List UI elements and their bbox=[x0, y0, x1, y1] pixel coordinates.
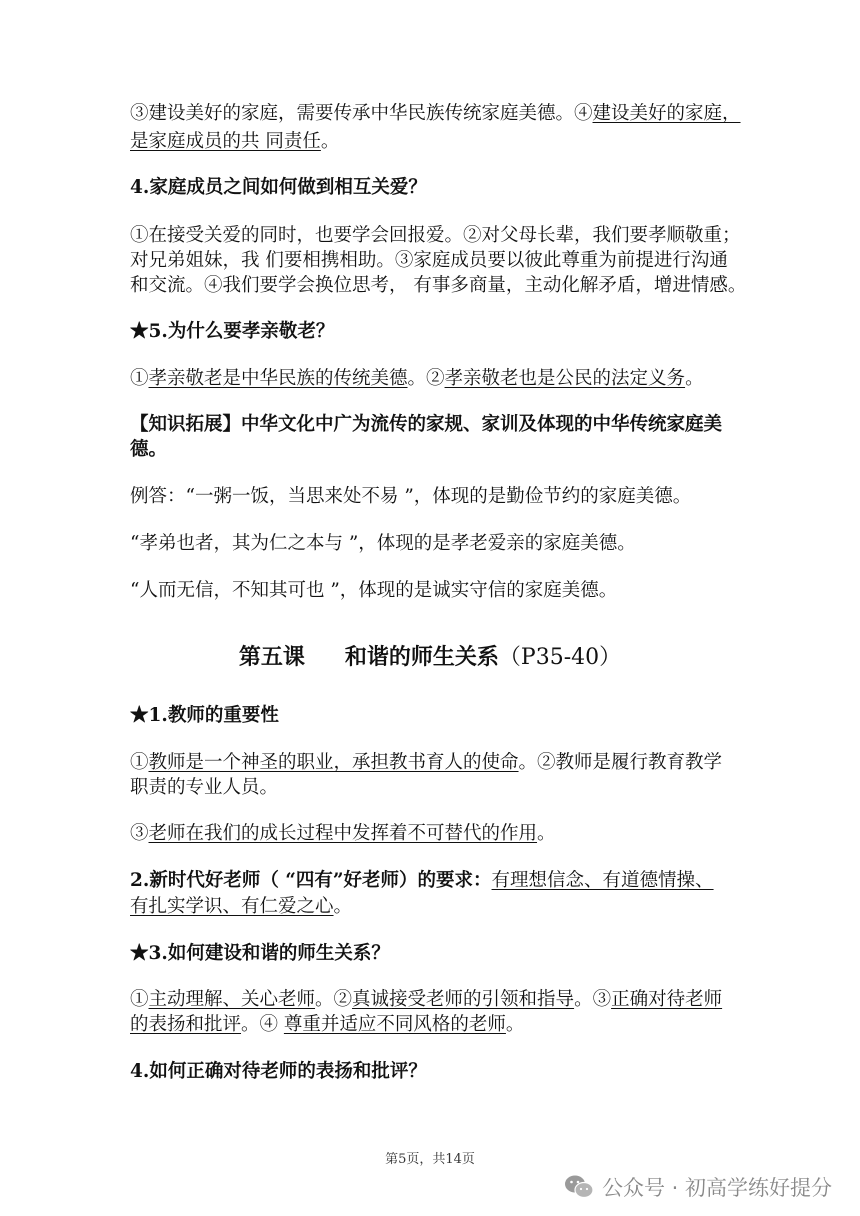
text-segment: 【知识拓展】中华文化中广为流传的家规、家训及体现的中华传统家庭美 bbox=[130, 414, 723, 435]
text-segment: ③建设美好的家庭，需要传承中华民族传统家庭美德。④ bbox=[130, 103, 593, 124]
text-line-a4-b bbox=[130, 249, 740, 273]
text-line-a4-a bbox=[130, 224, 740, 248]
text-segment: “孝弟也者，其为仁之本与 ”，体现的是孝老爱亲的家庭美德。 bbox=[130, 533, 636, 554]
underlined-text: 建设美好的家庭， bbox=[592, 103, 741, 124]
underlined-text: 有理想信念、有道德情操、 bbox=[491, 870, 714, 891]
underlined-text: 主动理解、关心老师 bbox=[148, 989, 316, 1010]
text-line-q2-a bbox=[130, 869, 740, 893]
text-segment: 。②教师是履行教育教学 bbox=[518, 752, 723, 773]
text-line-q4 bbox=[130, 176, 740, 200]
text-line-ext-b bbox=[130, 438, 740, 462]
text-line-q2-b bbox=[130, 895, 740, 919]
lesson-pages: （P35-40） bbox=[498, 645, 622, 670]
text-segment: 。 bbox=[685, 368, 704, 389]
text-segment: 。② bbox=[315, 989, 353, 1010]
text-line-a1-c bbox=[130, 822, 740, 846]
text-segment: 。③ bbox=[574, 989, 612, 1010]
text-segment: 职责的专业人员。 bbox=[130, 777, 279, 798]
underlined-text: 老师在我们的成长过程中发挥着不可替代的作用 bbox=[148, 823, 538, 844]
underlined-text: 孝亲敬老也是公民的法定义务 bbox=[444, 368, 686, 389]
text-segment: 。 bbox=[537, 823, 556, 844]
text-segment: 。② bbox=[407, 368, 445, 389]
underlined-text: 教师是一个神圣的职业，承担教书育人的使命 bbox=[148, 752, 519, 773]
text-segment: ①在接受关爱的同时，也要学会回报爱。②对父母长辈，我们要孝顺敬重； bbox=[130, 225, 741, 246]
text-line-a1-a bbox=[130, 751, 740, 775]
text-segment: 。 bbox=[333, 896, 353, 917]
underlined-text: 孝亲敬老是中华民族的传统美德 bbox=[148, 368, 408, 389]
text-line-ex1 bbox=[130, 485, 740, 509]
watermark bbox=[564, 1172, 832, 1202]
underlined-text: 的表扬和批评 bbox=[130, 1014, 242, 1035]
text-line-ex2 bbox=[130, 532, 740, 556]
text-segment: 2.新时代好老师（ “四有”好老师）的要求： bbox=[130, 870, 492, 891]
wechat-icon bbox=[564, 1174, 594, 1200]
text-line-p3-a bbox=[130, 102, 740, 126]
text-segment: 。 bbox=[505, 1014, 525, 1035]
lesson-number: 第五课 bbox=[238, 644, 305, 670]
text-line-a1-b bbox=[130, 776, 740, 800]
text-segment: 4.家庭成员之间如何做到相互关爱？ bbox=[130, 177, 427, 198]
text-segment: “人而无信，不知其可也 ”，体现的是诚实守信的家庭美德。 bbox=[130, 580, 618, 601]
text-segment: 例答：“一粥一饭，当思来处不易 ”，体现的是勤俭节约的家庭美德。 bbox=[130, 486, 692, 507]
text-segment: 。 bbox=[320, 131, 340, 152]
text-segment: ★3.如何建设和谐的师生关系？ bbox=[130, 943, 390, 964]
underlined-text: 真诚接受老师的引领和指导 bbox=[352, 989, 575, 1010]
text-segment: ③ bbox=[130, 823, 149, 844]
text-segment: 和交流。④我们要学会换位思考， 有事多商量，主动化解矛盾，增进情感。 bbox=[130, 275, 747, 296]
text-line-q3 bbox=[130, 942, 740, 966]
underlined-text: 尊重并适应不同风格的老师 bbox=[283, 1014, 506, 1035]
text-segment: 对兄弟姐妹，我 们要相携相助。③家庭成员要以彼此尊重为前提进行沟通 bbox=[130, 250, 728, 271]
lesson-title: 和谐的师生关系 bbox=[344, 644, 499, 670]
text-line-q5 bbox=[130, 320, 740, 344]
text-segment: ① bbox=[130, 368, 149, 389]
text-line-ext-a bbox=[130, 413, 740, 437]
text-line-a4-c bbox=[130, 274, 747, 298]
text-line-q1 bbox=[130, 704, 740, 728]
text-segment: ① bbox=[130, 752, 149, 773]
underlined-text: 是家庭成员的共 同责任 bbox=[130, 131, 321, 152]
text-segment: ★1.教师的重要性 bbox=[130, 705, 279, 726]
text-segment: 。④ bbox=[241, 1014, 284, 1035]
text-segment: ① bbox=[130, 989, 149, 1010]
text-line-q4b bbox=[130, 1060, 740, 1084]
text-segment: ★5.为什么要孝亲敬老？ bbox=[130, 321, 335, 342]
text-line-ex3 bbox=[130, 579, 740, 603]
text-segment: 德。 bbox=[130, 439, 168, 460]
text-segment: 4.如何正确对待老师的表扬和批评？ bbox=[130, 1061, 427, 1082]
text-line-a3-b bbox=[130, 1013, 740, 1037]
underlined-text: 有扎实学识、有仁爱之心 bbox=[130, 896, 334, 917]
page-number: 第5页，共14页 bbox=[385, 1152, 475, 1167]
text-line-a3-a bbox=[130, 988, 740, 1012]
text-line-a5 bbox=[130, 367, 740, 391]
lesson-heading bbox=[0, 640, 860, 671]
text-line-p3-b bbox=[130, 130, 740, 154]
watermark-text: 公众号 · 初高学练好提分 bbox=[601, 1176, 832, 1200]
underlined-text: 正确对待老师 bbox=[611, 989, 723, 1010]
